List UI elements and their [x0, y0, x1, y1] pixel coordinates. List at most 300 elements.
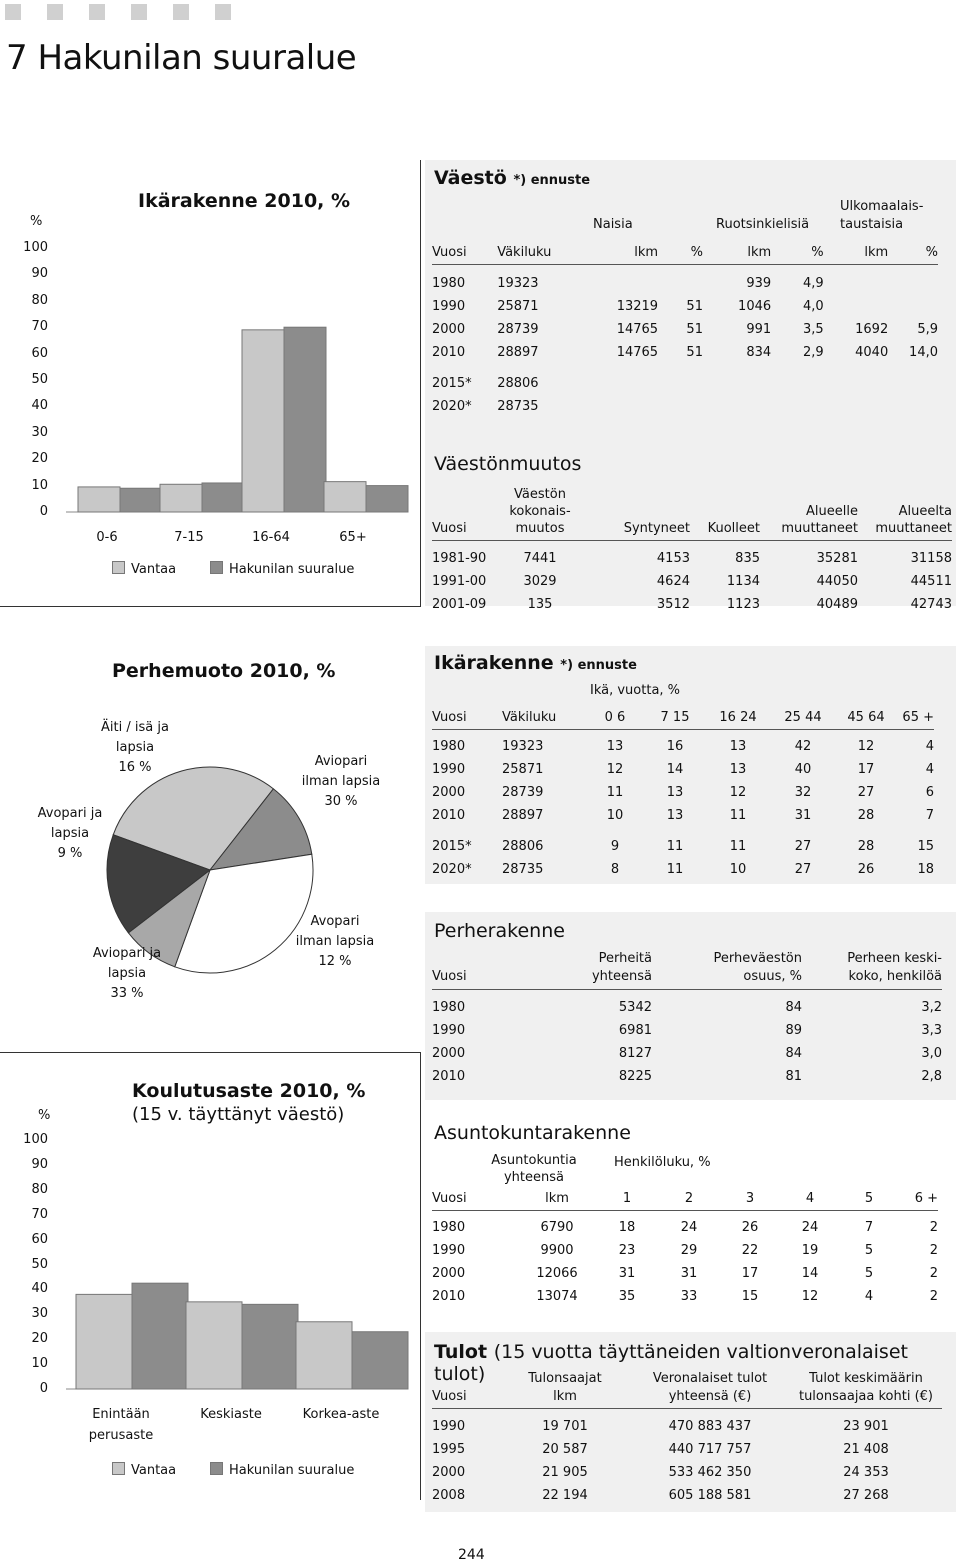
table-cell: 2015* — [432, 376, 472, 391]
table-cell: 4624 — [656, 573, 690, 589]
table-cell: 1990 — [432, 762, 466, 777]
pie-label-line: Avopari — [310, 914, 360, 929]
table-cell: 1981-90 — [432, 550, 487, 566]
table-cell: 18 — [917, 862, 934, 877]
table-cell: 23 901 — [843, 1418, 889, 1434]
header-line: Kuolleet — [707, 521, 760, 536]
y-tick-label: 60 — [31, 345, 48, 361]
table-cell: 3,3 — [921, 1022, 942, 1038]
header-square — [89, 4, 105, 20]
vaestonmuutos-title: Väestönmuutos — [434, 453, 582, 475]
table-header-cell: 1 — [596, 1188, 658, 1210]
hdr-line: yhteensä — [503, 1170, 564, 1185]
header-line: Perheitä — [598, 951, 652, 966]
table-cell: 939 — [746, 276, 772, 291]
table-cell: 2010 — [432, 345, 466, 360]
y-tick-label: 0 — [39, 504, 48, 519]
table-header-cell: lkm — [575, 242, 658, 264]
table-cell: 13219 — [616, 299, 659, 314]
header-line: Vuosi — [432, 521, 467, 536]
header-line: lkm — [553, 1389, 577, 1404]
table-row — [432, 1438, 942, 1461]
koulutus-subtitle: (15 v. täyttänyt väestö) — [132, 1104, 345, 1125]
table-cell: 27 — [794, 839, 812, 854]
table-cell: 11 — [729, 839, 747, 854]
y-tick-label: 10 — [31, 1356, 48, 1372]
bar-vantaa — [76, 1294, 132, 1389]
y-tick-label: 20 — [31, 1331, 48, 1347]
pie-label-line: Avopari ja — [37, 806, 103, 821]
y-tick-label: 60 — [31, 1231, 48, 1247]
pie-label-line: 33 % — [110, 986, 144, 1001]
table-cell: 28739 — [497, 322, 539, 337]
y-tick-label: 50 — [31, 1256, 48, 1272]
asuntokunta-title: Asuntokuntarakenne — [434, 1122, 631, 1144]
table-header-cell: lkm — [824, 242, 889, 264]
table-cell: 1990 — [432, 1243, 466, 1258]
table-header-cell: Väkiluku — [502, 707, 586, 729]
header-line: Veronalaiset tulot — [652, 1371, 768, 1386]
table-cell: 22 194 — [542, 1487, 588, 1503]
ikarakenne-subheader: Ikä, vuotta, % — [590, 683, 681, 698]
table-cell: 1980 — [432, 999, 466, 1015]
table-row — [432, 1262, 938, 1285]
header-square — [215, 4, 231, 20]
ikarakenne-note: *) ennuste — [560, 658, 637, 673]
table-cell: 2000 — [432, 322, 466, 337]
pie-label-aiti-isa — [80, 718, 190, 778]
table-cell: 1995 — [432, 1441, 466, 1457]
table-cell: 2010 — [432, 1289, 466, 1304]
x-category-label — [312, 527, 394, 548]
table-row — [432, 996, 942, 1019]
table-row — [432, 804, 934, 827]
table-header-cell: 3 — [720, 1188, 780, 1210]
table-cell: 2000 — [432, 1266, 466, 1281]
table-header-row — [432, 486, 952, 541]
table-header-row — [432, 950, 942, 990]
header-line: muuttaneet — [875, 521, 952, 536]
table-cell: 28897 — [497, 345, 539, 360]
bar-vantaa — [160, 484, 202, 512]
bar-hakunila — [352, 1332, 408, 1389]
edu-legend-vantaa — [112, 1462, 176, 1478]
y-tick-label: 10 — [31, 477, 48, 493]
table-cell: 991 — [746, 322, 772, 337]
table-spacer — [432, 827, 934, 835]
table-cell: 4 — [864, 1289, 874, 1304]
table-cell: 834 — [746, 345, 772, 360]
legend-swatch — [112, 1462, 125, 1475]
table-cell — [824, 272, 889, 295]
header-line: yhteensä — [591, 969, 652, 984]
table-cell: 44050 — [816, 573, 858, 589]
table-cell: 12 — [857, 739, 875, 754]
table-cell: 605 188 581 — [668, 1487, 752, 1503]
table-cell: 2020* — [432, 862, 472, 877]
table-header-cell: Vuosi — [432, 1188, 518, 1210]
table-cell: 25871 — [497, 299, 539, 314]
category-line: 65+ — [339, 530, 367, 545]
table-cell: 24 — [801, 1220, 819, 1235]
table-cell: 14765 — [616, 322, 659, 337]
table-cell — [703, 372, 771, 395]
table-cell: 89 — [785, 1022, 802, 1038]
table-cell: 4040 — [855, 345, 889, 360]
asuntokunta-hdr-persons: Henkilöluku, % — [614, 1155, 711, 1170]
table-header-cell: lkm — [703, 242, 771, 264]
y-tick-label: 0 — [39, 1381, 48, 1396]
table-cell: 27 — [794, 862, 812, 877]
vaesto-group-naisia: Naisia — [593, 217, 633, 232]
table-cell: 1123 — [726, 596, 760, 612]
table-row — [432, 295, 938, 318]
table-header-row — [432, 1370, 942, 1409]
table-header-cell: 5 — [840, 1188, 898, 1210]
table-cell — [888, 272, 938, 295]
header-square — [5, 4, 21, 20]
table-header-cell — [432, 1370, 500, 1409]
table-cell: 40 — [794, 762, 812, 777]
table-cell: 3,0 — [921, 1045, 942, 1061]
table-cell: 6 — [925, 785, 934, 800]
table-row — [432, 858, 934, 881]
koulutus-title: Koulutusaste 2010, % — [132, 1080, 366, 1102]
table-cell — [824, 395, 889, 418]
table-cell: 31 — [794, 808, 812, 823]
table-cell: 1990 — [432, 299, 466, 314]
vaesto-group-ulko-2: taustaisia — [840, 217, 904, 232]
table-cell: 1990 — [432, 1418, 466, 1434]
table-cell: 17 — [741, 1266, 759, 1281]
table-header-cell — [858, 486, 952, 541]
table-cell: 24 — [680, 1220, 698, 1235]
age-chart-unit: % — [30, 214, 43, 229]
perherakenne-table — [432, 950, 942, 1088]
tulot-title-text: Tulot — [434, 1341, 488, 1363]
table-cell: 11 — [606, 785, 624, 800]
pie-label-line: Äiti / isä ja — [101, 720, 169, 735]
table-header-cell: 4 — [780, 1188, 840, 1210]
table-spacer — [432, 264, 938, 272]
table-cell: 2000 — [432, 1464, 466, 1480]
table-header-row — [432, 242, 938, 264]
table-cell: 6981 — [618, 1022, 652, 1038]
table-header-cell — [690, 486, 760, 541]
table-row — [432, 1065, 942, 1088]
bar-hakunila — [202, 483, 244, 512]
table-header-cell — [630, 1370, 790, 1409]
header-line: Alueelle — [806, 504, 858, 519]
table-cell: 31158 — [910, 550, 952, 566]
table-cell: 24 353 — [843, 1464, 889, 1480]
table-cell: 32 — [794, 785, 812, 800]
table-cell: 12 — [729, 785, 747, 800]
table-cell: 2008 — [432, 1487, 466, 1503]
table-row — [432, 547, 952, 570]
table-cell: 15 — [741, 1289, 759, 1304]
bar-vantaa — [186, 1302, 242, 1389]
vaesto-title-text: Väestö — [434, 167, 507, 189]
bar-vantaa — [296, 1322, 352, 1389]
y-tick-label: 40 — [31, 1281, 48, 1297]
table-row — [432, 758, 934, 781]
divider — [420, 160, 421, 607]
table-cell: 3,5 — [802, 322, 824, 337]
table-cell: 17 — [857, 762, 875, 777]
header-line: kokonais- — [509, 504, 571, 519]
table-cell: 3029 — [523, 573, 557, 589]
header-line: Tulonsaajat — [528, 1371, 602, 1386]
vaesto-title — [434, 167, 590, 189]
table-header-cell — [500, 486, 580, 541]
y-tick-label: 90 — [31, 266, 48, 282]
table-row — [432, 372, 938, 395]
table-cell: 440 717 757 — [668, 1441, 752, 1457]
table-header-cell — [760, 486, 858, 541]
table-cell: 51 — [686, 299, 703, 314]
pie-label-line: lapsia — [115, 740, 155, 755]
ikarakenne-title — [434, 652, 637, 674]
table-row — [432, 735, 934, 758]
table-row — [432, 570, 952, 593]
header-line: Tulot keskimäärin — [809, 1371, 923, 1386]
table-cell: 13 — [666, 785, 684, 800]
bar-vantaa — [324, 482, 366, 512]
table-cell — [888, 372, 938, 395]
bar-hakunila — [242, 1304, 298, 1389]
table-cell: 2 — [929, 1289, 938, 1304]
category-line: 16-64 — [252, 530, 290, 545]
table-cell: 6790 — [540, 1220, 574, 1235]
table-header-cell: 65 + — [896, 707, 934, 729]
table-cell: 2 — [929, 1243, 938, 1258]
header-square — [131, 4, 147, 20]
table-cell: 4 — [925, 739, 934, 754]
legend-label: Hakunilan suuralue — [229, 1463, 355, 1478]
ikarakenne-table — [432, 707, 934, 881]
pie-label-avopari-ilman — [270, 912, 400, 972]
category-line: Keskiaste — [200, 1407, 262, 1422]
table-cell: 13 — [666, 808, 684, 823]
y-tick-label: 40 — [31, 398, 48, 414]
table-header-cell: 6 + — [898, 1188, 938, 1210]
table-cell: 29 — [680, 1243, 698, 1258]
table-cell: 9 — [610, 839, 620, 854]
table-cell: 25871 — [502, 762, 544, 777]
table-cell: 35281 — [816, 550, 858, 566]
header-square — [47, 4, 63, 20]
table-cell: 12066 — [536, 1266, 578, 1281]
table-cell: 1692 — [855, 322, 889, 337]
pie-label-aviopari-ilman — [276, 752, 406, 812]
koulutus-unit: % — [38, 1108, 51, 1123]
divider — [0, 1052, 420, 1053]
x-category-label — [148, 527, 230, 548]
y-tick-label: 100 — [23, 240, 48, 255]
header-line: osuus, % — [743, 969, 802, 984]
table-cell: 7441 — [523, 550, 557, 566]
legend-label: Vantaa — [131, 1463, 177, 1478]
table-cell: 44511 — [910, 573, 952, 589]
y-tick-label: 70 — [31, 1206, 48, 1222]
table-header-row — [432, 707, 934, 729]
table-cell: 19323 — [497, 276, 539, 291]
y-tick-label: 80 — [31, 292, 48, 308]
table-header-cell — [652, 950, 802, 990]
age-legend-vantaa — [112, 561, 176, 577]
header-line: Alueelta — [898, 504, 952, 519]
table-cell: 5342 — [618, 999, 652, 1015]
vaestonmuutos-table — [432, 486, 952, 616]
table-cell: 1046 — [738, 299, 772, 314]
table-cell: 28806 — [502, 839, 544, 854]
header-line: Perheen keski- — [847, 951, 942, 966]
table-cell — [658, 395, 703, 418]
table-cell: 2010 — [432, 1068, 466, 1084]
table-header-cell: % — [888, 242, 938, 264]
table-cell: 1991-00 — [432, 573, 487, 589]
age-chart-title: Ikärakenne 2010, % — [138, 190, 351, 212]
pie-label-line: lapsia — [107, 966, 147, 981]
table-row — [432, 1042, 942, 1065]
y-tick-label: 80 — [31, 1181, 48, 1197]
table-header-cell — [802, 950, 942, 990]
table-cell: 3512 — [656, 596, 690, 612]
table-cell: 2 — [929, 1266, 938, 1281]
bar-vantaa — [78, 487, 120, 512]
table-row — [432, 318, 938, 341]
table-cell: 2000 — [432, 1045, 466, 1061]
table-cell: 13 — [606, 739, 624, 754]
table-cell — [703, 395, 771, 418]
table-cell: 4,9 — [802, 276, 824, 291]
pie-label-aviopari-ja — [72, 944, 182, 1004]
pie-label-line: 16 % — [118, 760, 152, 775]
table-cell: 81 — [785, 1068, 802, 1084]
table-cell: 19 701 — [542, 1418, 588, 1434]
table-cell — [575, 272, 658, 295]
table-cell: 2,9 — [802, 345, 824, 360]
table-cell: 135 — [527, 596, 553, 612]
x-category-label — [176, 1404, 286, 1425]
table-cell: 23 — [618, 1243, 636, 1258]
table-cell: 8225 — [618, 1068, 652, 1084]
table-cell: 11 — [666, 862, 684, 877]
header-line: tulonsaajaa kohti (€) — [798, 1389, 934, 1404]
table-cell: 19 — [801, 1243, 819, 1258]
legend-swatch — [112, 561, 125, 574]
table-row — [432, 1461, 942, 1484]
table-cell: 14765 — [616, 345, 659, 360]
table-header-cell: Vuosi — [432, 242, 497, 264]
table-cell: 14 — [801, 1266, 819, 1281]
table-cell: 21 905 — [542, 1464, 588, 1480]
table-cell: 20 587 — [542, 1441, 588, 1457]
table-row — [432, 395, 938, 418]
table-row — [432, 1285, 938, 1308]
table-header-cell — [790, 1370, 942, 1409]
table-cell: 28897 — [502, 808, 544, 823]
table-cell: 40489 — [816, 596, 858, 612]
divider — [0, 606, 420, 607]
table-cell: 2000 — [432, 785, 466, 800]
bar-chart-svg — [0, 230, 420, 530]
pie-label-line: ilman lapsia — [295, 934, 375, 949]
table-cell: 28735 — [497, 399, 539, 414]
asuntokunta-table — [432, 1188, 938, 1308]
bar-hakunila — [284, 327, 326, 512]
category-line: 7-15 — [174, 530, 204, 545]
pie-label-line: lapsia — [50, 826, 90, 841]
table-header-cell — [500, 1370, 630, 1409]
table-header-cell: % — [771, 242, 824, 264]
table-cell: 28 — [857, 808, 875, 823]
table-cell: 19323 — [502, 739, 544, 754]
table-row — [432, 781, 934, 804]
perhemuoto-title: Perhemuoto 2010, % — [112, 660, 336, 682]
table-cell: 2015* — [432, 839, 472, 854]
table-row — [432, 835, 934, 858]
vaesto-group-ruotsi: Ruotsinkielisiä — [716, 217, 810, 232]
category-line: Enintään — [92, 1407, 150, 1422]
table-cell — [888, 395, 938, 418]
table-cell: 18 — [618, 1220, 636, 1235]
table-cell: 10 — [729, 862, 747, 877]
table-row — [432, 272, 938, 295]
x-category-label — [230, 527, 312, 548]
table-cell: 15 — [917, 839, 934, 854]
header-line: muutos — [515, 521, 565, 536]
table-cell: 31 — [680, 1266, 698, 1281]
table-cell: 28806 — [497, 376, 539, 391]
y-tick-label: 30 — [31, 1306, 48, 1322]
y-tick-label: 50 — [31, 372, 48, 387]
y-tick-label: 90 — [31, 1156, 48, 1172]
table-header-cell: % — [658, 242, 703, 264]
perherakenne-title: Perherakenne — [434, 920, 565, 942]
table-cell: 1980 — [432, 1220, 466, 1235]
table-cell: 21 408 — [843, 1441, 889, 1457]
table-cell: 2010 — [432, 808, 466, 823]
table-cell: 7 — [864, 1220, 874, 1235]
table-row — [432, 1239, 938, 1262]
vaesto-group-ulko-1: Ulkomaalais- — [840, 199, 924, 214]
pie-label-line: ilman lapsia — [301, 774, 381, 789]
table-cell — [575, 372, 658, 395]
table-cell: 14,0 — [909, 345, 938, 360]
pie-label-line: 12 % — [318, 954, 352, 969]
bar-chart-svg — [0, 1124, 420, 1414]
table-cell: 84 — [785, 1045, 802, 1061]
y-tick-label: 20 — [31, 451, 48, 467]
table-header-cell — [542, 950, 652, 990]
header-line: Syntyneet — [623, 521, 690, 536]
pie-label-line: Aviopari ja — [92, 946, 162, 961]
header-line: muuttaneet — [781, 521, 858, 536]
table-header-cell: 16 24 — [706, 707, 770, 729]
x-category-label — [66, 1404, 176, 1446]
table-row — [432, 341, 938, 364]
table-cell: 11 — [666, 839, 684, 854]
hdr-line: Asuntokuntia — [491, 1153, 577, 1168]
table-row — [432, 593, 952, 616]
table-cell — [824, 372, 889, 395]
table-cell: 3,2 — [921, 999, 942, 1015]
tulot-title-rest: (15 vuotta täyttäneiden valtionveronalaiset tulot) — [434, 1341, 908, 1385]
bar-hakunila — [366, 486, 408, 512]
table-cell — [771, 395, 824, 418]
